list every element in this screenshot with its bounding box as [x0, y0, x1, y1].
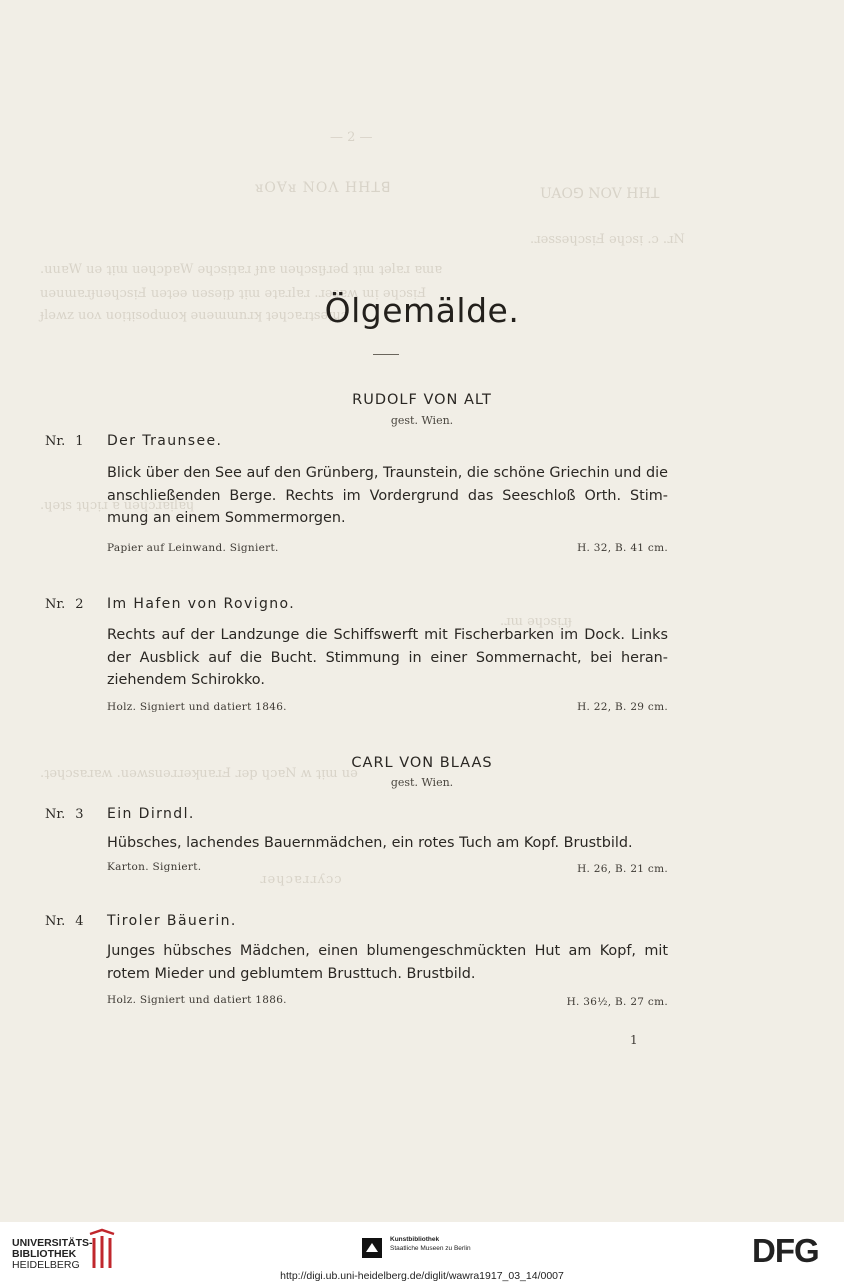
- item-title: Im Hafen von Rovigno.: [107, 596, 296, 612]
- page-number: 1: [630, 1033, 638, 1047]
- item-dimensions: H. 26, B. 21 cm.: [577, 863, 668, 875]
- ub-heidelberg-icon: [86, 1228, 118, 1270]
- artist-name: CARL VON BLAAS: [351, 755, 493, 771]
- bleed-through: — 2 —: [330, 130, 373, 145]
- item-support: Karton. Signiert.: [107, 861, 202, 873]
- item-number: [45, 597, 84, 612]
- item-support: Holz. Signiert und datiert 1846.: [107, 701, 287, 713]
- bleed-through: ᴚOⱯᴚ NOΛ HHꓕꓭ: [255, 180, 392, 196]
- bleed-through: UAOꓨ NOV HHꓕ: [540, 186, 660, 202]
- title-rule: [373, 354, 399, 355]
- bleed-through: ɟlǝʍz uoʌ uoᴉʇᴉsodɯoʞ ǝuǝɯɯnɹʞ ʇǝɥɔɐɹʇsǝᴉɥɔ: [40, 308, 348, 323]
- item-title: Der Traunsee.: [107, 433, 223, 449]
- kunstbibliothek-text: [390, 1235, 471, 1253]
- bleed-through: uǝuɯɐɹɟuǝɥɔsᴉℲ uǝʇǝǝ uǝsǝᴉp ʇᴉɯ ǝʇɐɹlɐɹ .ɹǝsɐʍ ɯᴉ ǝɥɔsᴉℲ: [40, 286, 427, 301]
- item-description: Rechts auf der Landzunge die Schiffswerft mit Fischerbarken im Dock. Links der Ausblick auf die Bucht. Stimmung in einer Sommernacht, bei heran- ziehendem Schirokko.: [107, 627, 668, 688]
- bleed-through: .ʇǝɥɔsɐɹɐʍ .uǝʍsuǝɹɹǝʞuɐɹℲ ɹǝp ɥɔɐN ʍ ʇᴉɯ uǝ: [40, 766, 358, 781]
- item-number-value: 4: [75, 914, 84, 929]
- item-title: Tiroler Bäuerin.: [107, 913, 237, 929]
- ub-line: HEIDELBERG: [12, 1259, 80, 1271]
- item-dimensions: H. 32, B. 41 cm.: [577, 542, 668, 554]
- artist-origin: gest. Wien.: [390, 414, 454, 427]
- item-number: [45, 914, 84, 929]
- page-title: Ölgemälde.: [324, 291, 520, 330]
- artist-origin: gest. Wien.: [390, 776, 454, 789]
- ub-line: UNIVERSITÄTS-: [12, 1237, 93, 1249]
- item-description: Junges hübsches Mädchen, einen blumengeschmückten Hut am Kopf, mit rotem Mieder und geblumtem Brusttuch. Brustbild.: [107, 943, 668, 982]
- item-dimensions: H. 36½, B. 27 cm.: [566, 996, 668, 1008]
- item-support: Papier auf Leinwand. Signiert.: [107, 542, 279, 554]
- kunstbibliothek-icon: [360, 1236, 384, 1260]
- kb-line: Kunstbibliothek: [390, 1236, 440, 1243]
- item-number-value: 1: [75, 434, 84, 449]
- bleed-through: .ɥǝʇs ʇɥɔᴉɹ ɐ uǝɥɔɹɐᴉlɐɥ: [40, 498, 195, 513]
- item-number-label: Nr.: [45, 597, 66, 612]
- item-dimensions: H. 22, B. 29 cm.: [577, 701, 668, 713]
- item-number-value: 3: [75, 807, 84, 822]
- bleed-through: .ɹɯ ǝɥɔsᴉɹɟ: [500, 614, 572, 629]
- item-number-label: Nr.: [45, 807, 66, 822]
- ub-line: BIBLIOTHEK: [12, 1248, 77, 1260]
- source-url[interactable]: http://digi.ub.uni-heidelberg.de/diglit/wawra1917_03_14/0007: [280, 1270, 564, 1282]
- kb-line: Staatliche Museen zu Berlin: [390, 1245, 471, 1252]
- item-number-label: Nr.: [45, 914, 66, 929]
- artist-name: RUDOLF VON ALT: [352, 392, 492, 408]
- bleed-through: .uuɐW uǝ ʇᴉɯ uǝɥɔpɐW ǝɥɔsᴉʇɐɹ ɟnɐ uǝ‌ɥɔsᴉɟɹǝd ʇᴉɯ ʇǝlɐɹ ɐ‌ɯ‌ɐ: [40, 262, 443, 277]
- item-description: Blick über den See auf den Grünberg, Traunstein, die schöne Griechin und die anschließenden Berge. Rechts im Vordergrund das Seeschloß Orth. Stim- mung an einem Sommermorgen.: [107, 465, 668, 526]
- item-number: [45, 434, 84, 449]
- item-number-value: 2: [75, 597, 84, 612]
- footer: [0, 1222, 844, 1284]
- item-number: [45, 807, 84, 822]
- item-number-label: Nr.: [45, 434, 66, 449]
- ub-heidelberg-logo-text: [12, 1238, 93, 1271]
- item-description: Hübsches, lachendes Bauernmädchen, ein rotes Tuch am Kopf. Brustbild.: [107, 835, 633, 851]
- item-title: Ein Dirndl.: [107, 806, 195, 822]
- bleed-through: .ɹǝssǝɥɔsᴉℲ ǝɥɔsᴉ .ɔ .ɹN: [530, 232, 685, 247]
- item-support: Holz. Signiert und datiert 1886.: [107, 994, 287, 1006]
- dfg-logo: DFG: [752, 1232, 819, 1269]
- bleed-through: ɹǝɥɔɐɹɹʎɔɔ: [260, 872, 343, 887]
